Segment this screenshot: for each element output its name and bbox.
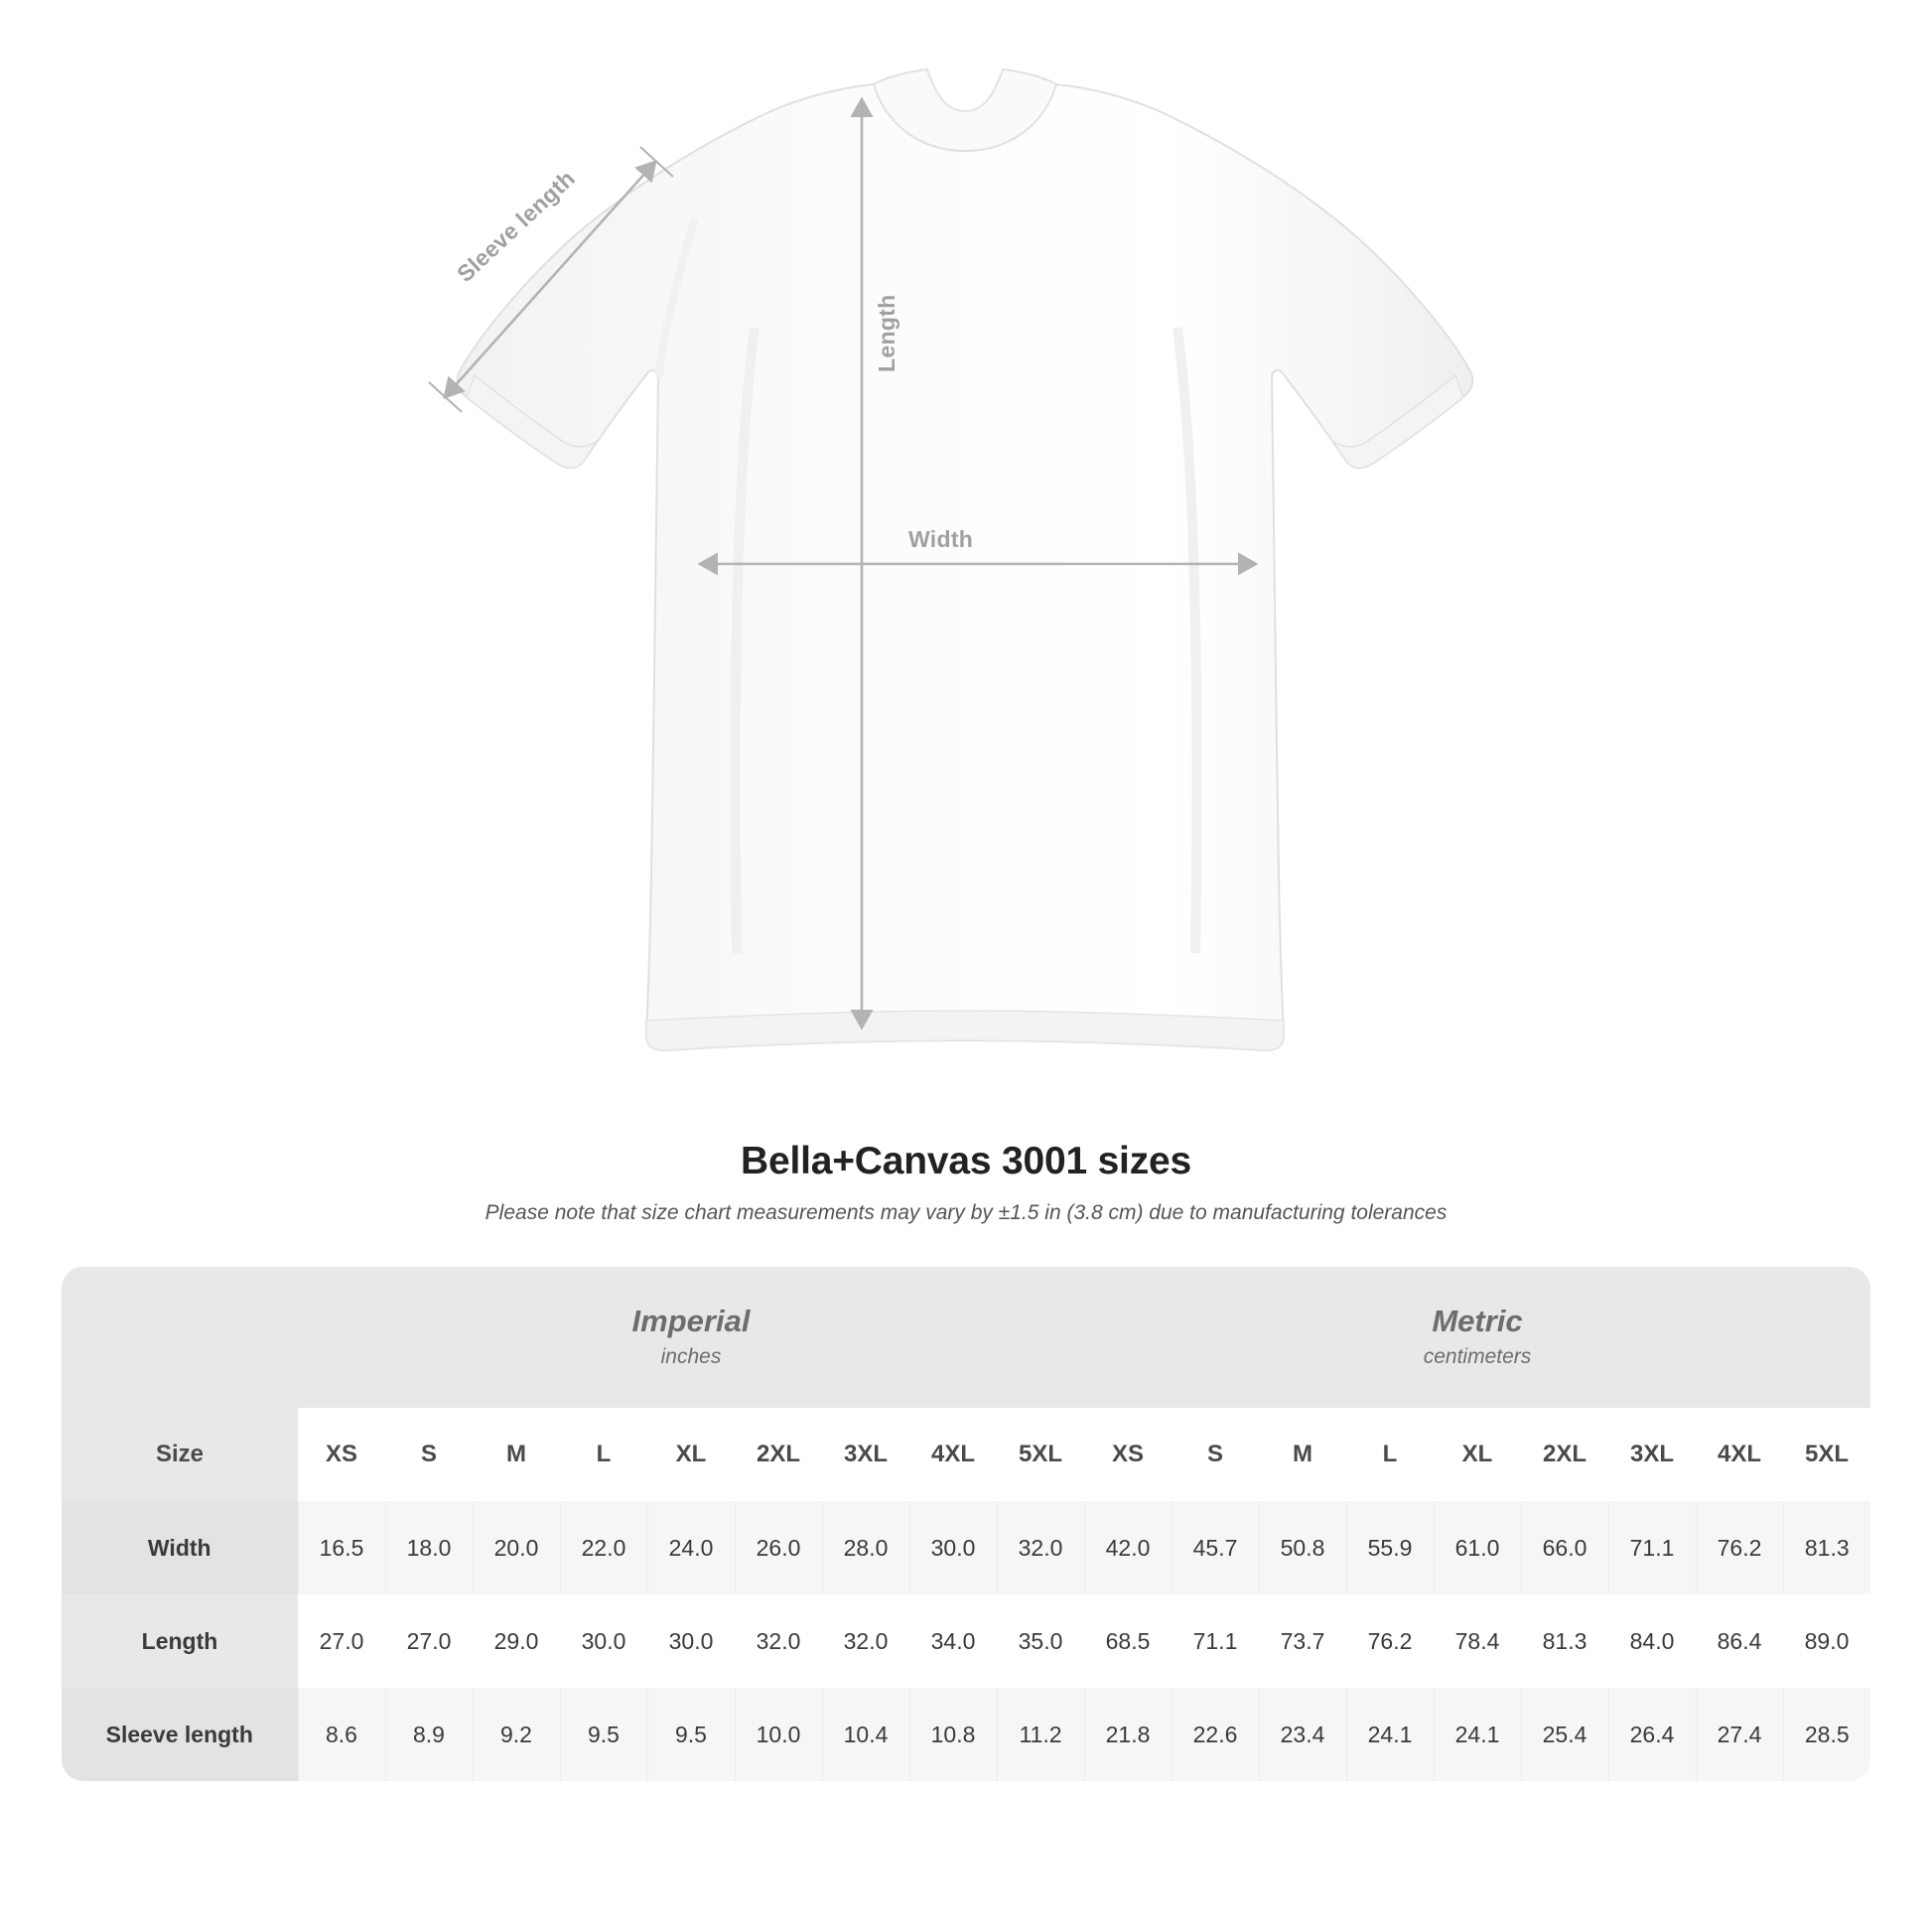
table-row bbox=[62, 1688, 1870, 1781]
table-cell: 84.0 bbox=[1608, 1594, 1696, 1688]
table-row bbox=[62, 1501, 1870, 1594]
size-header-cell: 2XL bbox=[735, 1408, 822, 1501]
size-header-label: Size bbox=[62, 1408, 298, 1501]
size-header-cell: XL bbox=[647, 1408, 735, 1501]
table-cell: 61.0 bbox=[1434, 1501, 1521, 1594]
size-header-cell: 5XL bbox=[1783, 1408, 1870, 1501]
size-table-container bbox=[62, 1267, 1870, 1781]
size-table bbox=[62, 1267, 1870, 1781]
size-header-cell: 4XL bbox=[1696, 1408, 1783, 1501]
size-header-cell: S bbox=[385, 1408, 473, 1501]
table-cell: 24.0 bbox=[647, 1501, 735, 1594]
table-cell: 32.0 bbox=[997, 1501, 1084, 1594]
table-cell: 23.4 bbox=[1259, 1688, 1346, 1781]
table-cell: 22.0 bbox=[560, 1501, 647, 1594]
table-cell: 30.0 bbox=[647, 1594, 735, 1688]
size-header-cell: 3XL bbox=[822, 1408, 909, 1501]
table-cell: 78.4 bbox=[1434, 1594, 1521, 1688]
table-cell: 73.7 bbox=[1259, 1594, 1346, 1688]
unit-header-row bbox=[62, 1267, 1870, 1408]
row-label-sleeve-length: Sleeve length bbox=[62, 1688, 298, 1781]
unit-name-imperial: Imperial bbox=[631, 1303, 751, 1338]
table-cell: 50.8 bbox=[1259, 1501, 1346, 1594]
size-header-cell: M bbox=[1259, 1408, 1346, 1501]
row-label-width: Width bbox=[62, 1501, 298, 1594]
table-cell: 24.1 bbox=[1434, 1688, 1521, 1781]
table-cell: 10.4 bbox=[822, 1688, 909, 1781]
table-cell: 30.0 bbox=[909, 1501, 997, 1594]
table-cell: 45.7 bbox=[1172, 1501, 1259, 1594]
table-cell: 27.0 bbox=[298, 1594, 385, 1688]
page-title: Bella+Canvas 3001 sizes bbox=[741, 1140, 1191, 1182]
size-header-row bbox=[62, 1408, 1870, 1501]
size-header-cell: M bbox=[473, 1408, 560, 1501]
tolerance-note: Please note that size chart measurements may vary by ±1.5 in (3.8 cm) due to manufacturing tolerances bbox=[484, 1201, 1448, 1224]
table-cell: 86.4 bbox=[1696, 1594, 1783, 1688]
table-cell: 89.0 bbox=[1783, 1594, 1870, 1688]
table-cell: 9.5 bbox=[560, 1688, 647, 1781]
table-cell: 71.1 bbox=[1172, 1594, 1259, 1688]
table-corner-cell bbox=[62, 1267, 298, 1408]
table-cell: 18.0 bbox=[385, 1501, 473, 1594]
table-cell: 81.3 bbox=[1521, 1594, 1608, 1688]
table-cell: 81.3 bbox=[1783, 1501, 1870, 1594]
size-header-cell: 2XL bbox=[1521, 1408, 1608, 1501]
row-label-length: Length bbox=[62, 1594, 298, 1688]
size-header-cell: L bbox=[560, 1408, 647, 1501]
size-header-cell: 4XL bbox=[909, 1408, 997, 1501]
table-cell: 8.6 bbox=[298, 1688, 385, 1781]
table-cell: 42.0 bbox=[1084, 1501, 1172, 1594]
table-cell: 30.0 bbox=[560, 1594, 647, 1688]
unit-sub-imperial: inches bbox=[660, 1344, 722, 1368]
table-cell: 10.0 bbox=[735, 1688, 822, 1781]
length-label: Length bbox=[874, 294, 899, 372]
table-cell: 35.0 bbox=[997, 1594, 1084, 1688]
size-header-cell: XS bbox=[1084, 1408, 1172, 1501]
table-cell: 28.0 bbox=[822, 1501, 909, 1594]
table-cell: 25.4 bbox=[1521, 1688, 1608, 1781]
table-cell: 55.9 bbox=[1346, 1501, 1434, 1594]
table-cell: 27.0 bbox=[385, 1594, 473, 1688]
table-cell: 71.1 bbox=[1608, 1501, 1696, 1594]
table-cell: 21.8 bbox=[1084, 1688, 1172, 1781]
table-cell: 32.0 bbox=[735, 1594, 822, 1688]
table-cell: 76.2 bbox=[1346, 1594, 1434, 1688]
unit-name-metric: Metric bbox=[1432, 1303, 1523, 1338]
table-cell: 66.0 bbox=[1521, 1501, 1608, 1594]
size-header-cell: S bbox=[1172, 1408, 1259, 1501]
table-cell: 24.1 bbox=[1346, 1688, 1434, 1781]
size-header-cell: 5XL bbox=[997, 1408, 1084, 1501]
table-cell: 27.4 bbox=[1696, 1688, 1783, 1781]
table-cell: 34.0 bbox=[909, 1594, 997, 1688]
sleeve-length-label: Sleeve length bbox=[452, 165, 581, 288]
table-cell: 11.2 bbox=[997, 1688, 1084, 1781]
size-header-cell: 3XL bbox=[1608, 1408, 1696, 1501]
table-cell: 26.4 bbox=[1608, 1688, 1696, 1781]
table-cell: 28.5 bbox=[1783, 1688, 1870, 1781]
table-cell: 20.0 bbox=[473, 1501, 560, 1594]
table-cell: 8.9 bbox=[385, 1688, 473, 1781]
table-cell: 26.0 bbox=[735, 1501, 822, 1594]
tshirt-shape bbox=[458, 69, 1473, 1050]
table-row bbox=[62, 1594, 1870, 1688]
size-header-cell: L bbox=[1346, 1408, 1434, 1501]
width-label: Width bbox=[908, 526, 974, 552]
size-header-cell: XL bbox=[1434, 1408, 1521, 1501]
size-header-cell: XS bbox=[298, 1408, 385, 1501]
table-cell: 9.2 bbox=[473, 1688, 560, 1781]
table-cell: 68.5 bbox=[1084, 1594, 1172, 1688]
unit-group-metric bbox=[1084, 1267, 1870, 1408]
table-cell: 32.0 bbox=[822, 1594, 909, 1688]
table-cell: 29.0 bbox=[473, 1594, 560, 1688]
table-cell: 76.2 bbox=[1696, 1501, 1783, 1594]
table-cell: 16.5 bbox=[298, 1501, 385, 1594]
table-cell: 22.6 bbox=[1172, 1688, 1259, 1781]
unit-group-imperial bbox=[298, 1267, 1084, 1408]
table-cell: 10.8 bbox=[909, 1688, 997, 1781]
unit-sub-metric: centimeters bbox=[1423, 1344, 1532, 1368]
table-cell: 9.5 bbox=[647, 1688, 735, 1781]
